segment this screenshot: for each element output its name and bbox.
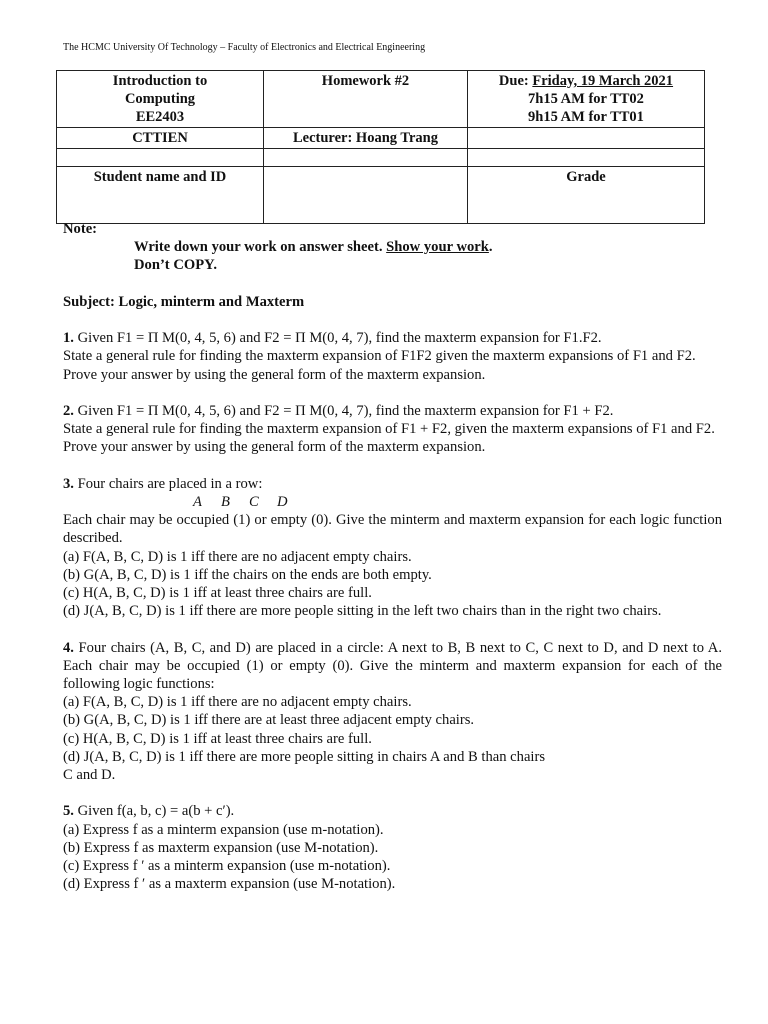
student-name-label: Student name and ID: [57, 167, 264, 224]
problem-number: 2.: [63, 402, 74, 419]
problem-number: 5.: [63, 803, 74, 820]
student-name-field[interactable]: [264, 167, 468, 224]
problem-number: 1.: [63, 330, 74, 347]
problem-4: 4. Four chairs (A, B, C, and D) are placed in a circle: A next to B, B next to C, C next to D, and D next to A. Each chair may be occupied (1) or empty (0). Give the minterm and maxterm expansion for each of the following logic functions: (a) F(A, B, C, D) is 1 iff there are no adjacent empty chairs. (b) G(A, B, C, D) is 1 iff there are at least three adjacent empty chairs. (c) H(A, B, C, D) is 1 iff at least three chairs are full. (d) J(A, B, C, D) is 1 iff there are more people sitting in chairs A and B than chairs C and D.: [63, 639, 722, 784]
homework-title: Homework #2: [321, 73, 410, 89]
course-cell: [57, 71, 264, 128]
note-label: Note:: [63, 221, 98, 237]
grade-label: Grade: [468, 167, 705, 224]
problem-5: 5. Given f(a, b, c) = a(b + c′). (a) Express f as a minterm expansion (use m-notation). (b) Express f as maxterm expansion (use M-notation). (c) Express f ′ as a minterm expansion (use m-notation). (d) Express f ′ as a maxterm expansion (use M-notation).: [63, 803, 396, 893]
course-name-line1: Introduction to: [112, 73, 208, 89]
course-name-line2: Computing: [124, 91, 196, 107]
note-line2: Don’t COPY.: [134, 257, 217, 274]
chair-row: A B C D: [193, 493, 288, 510]
course-info-table: [56, 70, 705, 224]
due-label: Due:: [498, 73, 533, 89]
problem-3: 3. Four chairs are placed in a row: A B C D Each chair may be occupied (1) or empty (0). Give the minterm and maxterm expansion for each logic function described. (a) F(A, B, C, D) is 1 iff there are no adjacent empty chairs. (b) G(A, B, C, D) is 1 iff the chairs on the ends are both empty. (c) H(A, B, C, D) is 1 iff at least three chairs are full. (d) J(A, B, C, D) is 1 iff there are more people sitting in the left two chairs than in the right two chairs.: [63, 475, 722, 620]
due-tt02: 7h15 AM for TT02: [528, 91, 644, 107]
problem-number: 3.: [63, 475, 74, 492]
empty-cell: [468, 149, 705, 167]
problem-1: 1. Given F1 = Π M(0, 4, 5, 6) and F2 = Π M(0, 4, 7), find the maxterm expansion for F1.F2. State a general rule for finding the maxterm expansion of F1F2 given the maxterm expansions of F1 and F2. Prove your answer by using the general form of the maxterm expansion.: [63, 330, 696, 383]
empty-cell: [57, 149, 264, 167]
course-code: EE2403: [135, 109, 185, 125]
homework-cell: [264, 71, 468, 128]
subject-heading: Subject: Logic, minterm and Maxterm: [63, 293, 305, 310]
page-header: The HCMC University Of Technology – Faculty of Electronics and Electrical Engineering: [63, 42, 426, 53]
lecturer: Lecturer: Hoang Trang: [264, 128, 468, 149]
due-date: Friday, 19 March 2021: [532, 73, 674, 89]
due-cell: [468, 71, 705, 128]
show-work-text: Show your work: [386, 239, 489, 256]
note-line1: Write down your work on answer sheet. Show your work.: [134, 239, 493, 256]
class-code: CTTIEN: [57, 128, 264, 149]
problem-number: 4.: [63, 639, 74, 656]
problem-2: 2. Given F1 = Π M(0, 4, 5, 6) and F2 = Π M(0, 4, 7), find the maxterm expansion for F1 + F2. State a general rule for finding the maxterm expansion of F1 + F2, given the maxterm expansions of F1 and F2. Prove your answer by using the general form of the maxterm expansion.: [63, 402, 715, 456]
due-tt01: 9h15 AM for TT01: [528, 109, 644, 125]
empty-cell: [264, 149, 468, 167]
empty-cell: [468, 128, 705, 149]
homework-body: [63, 220, 722, 893]
